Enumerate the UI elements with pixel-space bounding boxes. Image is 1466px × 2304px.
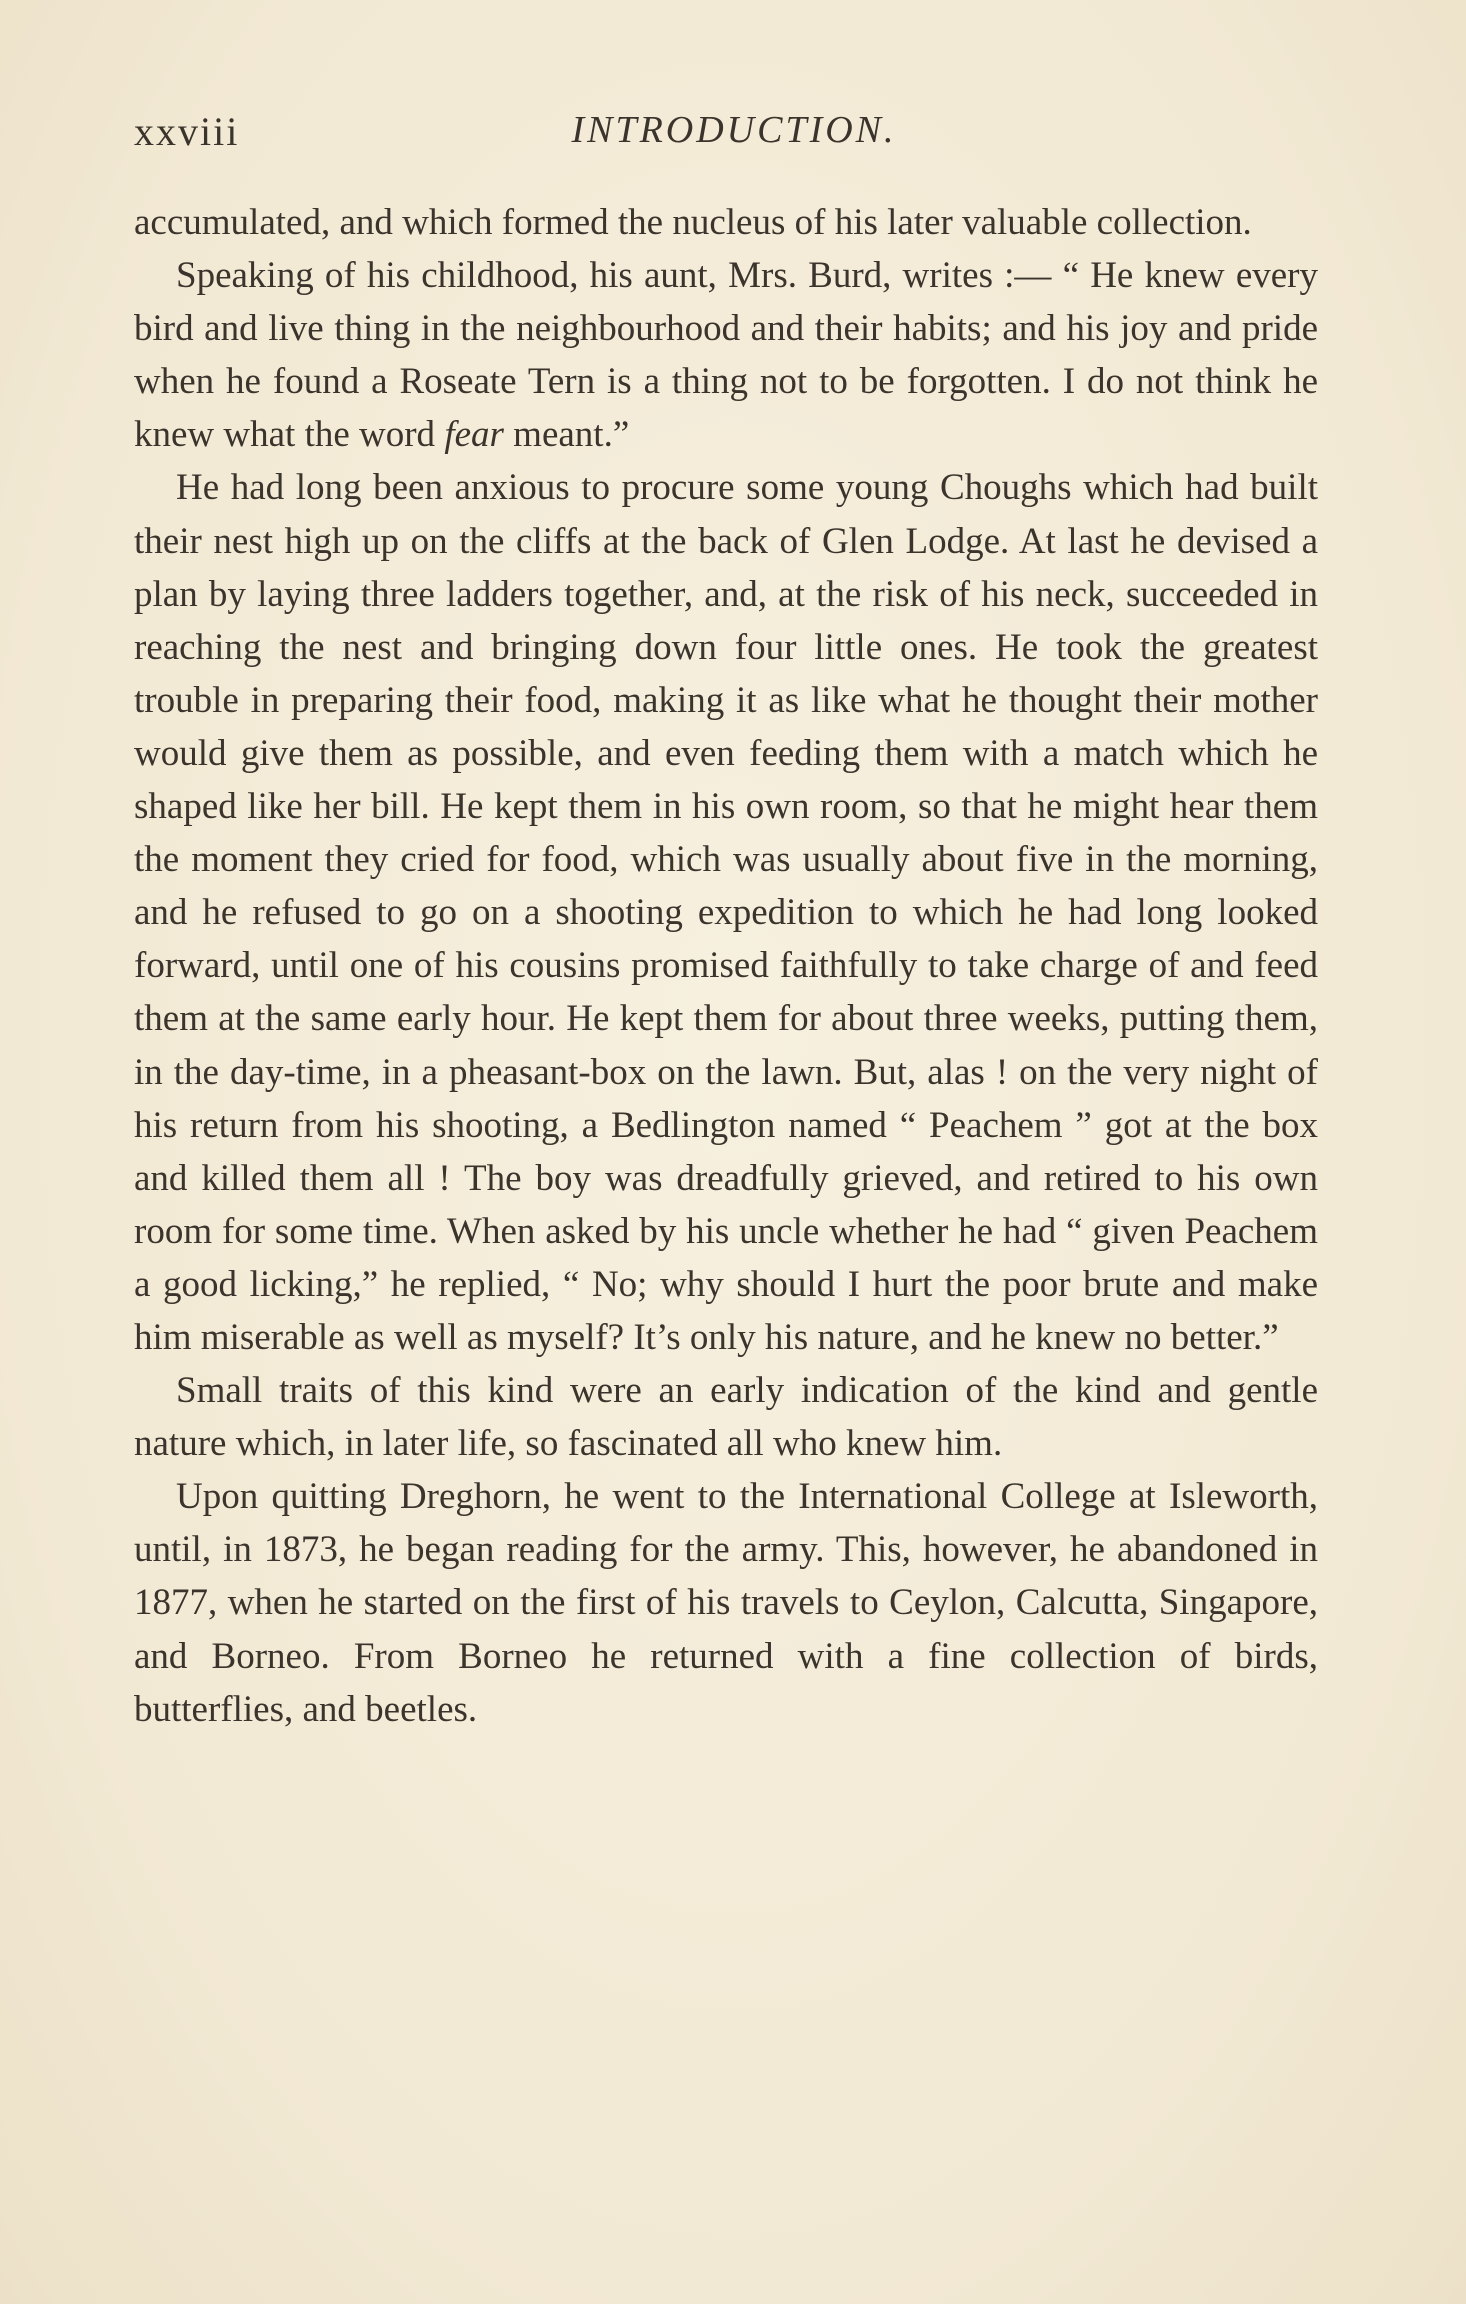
paragraph-aunt-quote (134, 249, 1318, 461)
body-text (134, 196, 1318, 1736)
paragraph-aunt-quote-text: Speaking of his childhood, his aunt, Mrs. Burd, writes :— “ He knew every bird and live thing in the neighbourhood and their habits; and his joy and pride when he found a Roseate Tern is a thing not to be forgotten. I do not think he knew what the word (134, 255, 1318, 456)
page-number: xxviii (134, 109, 240, 154)
page-header (134, 108, 1334, 158)
paragraph-choughs: He had long been anxious to procure some young Choughs which had built their nest high up on the cliffs at the back of Glen Lodge. At last he devised a plan by laying three ladders together, and, at the risk of his neck, succeeded in reaching the nest and bringing down four little ones. He took the greatest trouble in preparing their food, making it as like what he thought their mother would give them as possible, and even feeding them with a match which he shaped like her bill. He kept them in his own room, so that he might hear them the moment they cried for food, which was usually about five in the morning, and he refused to go on a shooting expedition to which he had long looked forward, until one of his cousins promised faithfully to take charge of and feed them at the same early hour. He kept them for about three weeks, putting them, in the day-time, in a pheasant-box on the lawn. But, alas ! on the very night of his return from his shooting, a Bedlington named “ Peachem ” got at the box and killed them all ! The boy was dreadfully grieved, and retired to his own room for some time. When asked by his uncle whether he had “ given Peachem a good licking,” he replied, “ No; why should I hurt the poor brute and make him miserable as well as myself? It’s only his nature, and he knew no better.” (134, 467, 1318, 1358)
paragraph-continuation: accumulated, and which formed the nucleus of his later valuable collection. (134, 202, 1252, 243)
running-title: INTRODUCTION. (571, 109, 897, 151)
paragraph-aunt-quote-end: meant.” (503, 414, 630, 456)
italic-word-fear: fear (444, 414, 504, 456)
paragraph-small-traits: Small traits of this kind were an early indication of the kind and gentle nature which, in later life, so fascinated all who knew him. (134, 1370, 1318, 1465)
paragraph-travels: Upon quitting Dreghorn, he went to the International College at Isleworth, until, in 1873, he began reading for the army. This, however, he abandoned in 1877, when he started on the first of his travels to Ceylon, Calcutta, Singapore, and Borneo. From Borneo he returned with a fine collection of birds, butterflies, and beetles. (134, 1476, 1318, 1730)
